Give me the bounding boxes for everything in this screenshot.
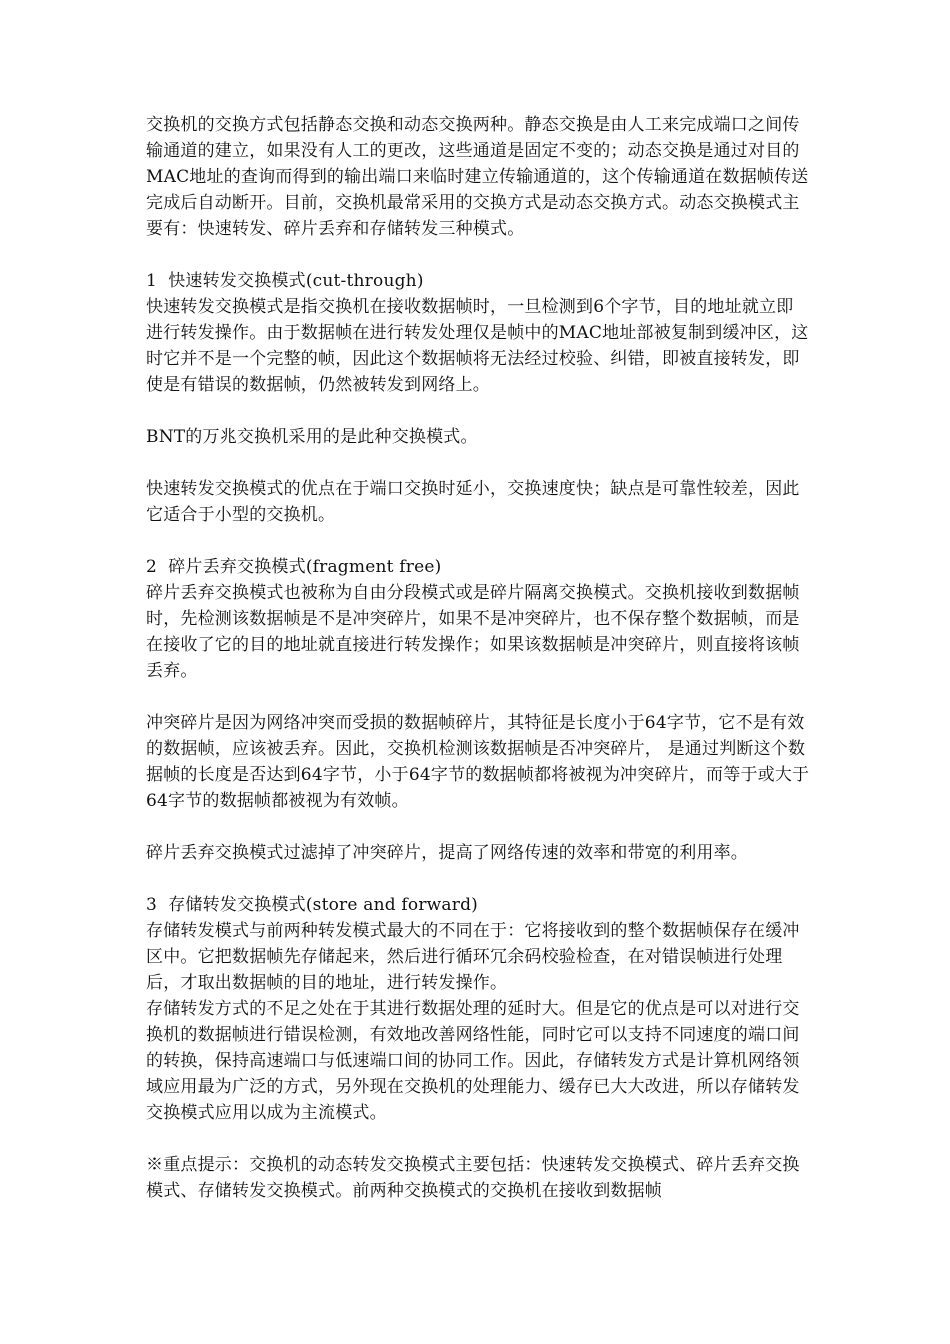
- document-body: [146, 112, 810, 1204]
- paragraph-gap: [146, 450, 810, 476]
- fragment-free-paragraph: 碎片丢弃交换模式也被称为自由分段模式或是碎片隔离交换模式。交换机接收到数据帧时，先检测该数据帧是不是冲突碎片，如果不是冲突碎片，也不保存整个数据帧，而是在接收了它的目的地址就直接进行转发操作；如果该数据帧是冲突碎片，则直接将该帧丢弃。: [146, 583, 800, 681]
- paragraph-gap: [146, 242, 810, 268]
- paragraph-gap: [146, 1126, 810, 1152]
- paragraph-gap: [146, 528, 810, 554]
- store-and-forward-pros-cons-paragraph: 存储转发方式的不足之处在于其进行数据处理的延时大。但是它的优点是可以对进行交换机的数据帧进行错误检测，有效地改善网络性能，同时它可以支持不同速度的端口间的转换，保持高速端口与低速端口间的协同工作。因此，存储转发方式是计算机网络领域应用最为广泛的方式，另外现在交换机的处理能力、缓存已大大改进，所以存储转发交换模式应用以成为主流模式。: [146, 999, 800, 1123]
- collision-fragment-paragraph: 冲突碎片是因为网络冲突而受损的数据帧碎片，其特征是长度小于64字节，它不是有效的数据帧，应该被丢弃。因此，交换机检测该数据帧是否冲突碎片， 是通过判断这个数据帧的长度是否达到64字节，小于64字节的数据帧都将被视为冲突碎片，而等于或大于64字节的数据帧都被视为有效帧。: [146, 713, 810, 811]
- bnt-paragraph: BNT的万兆交换机采用的是此种交换模式。: [146, 427, 478, 447]
- intro-paragraph: 交换机的交换方式包括静态交换和动态交换两种。静态交换是由人工来完成端口之间传输通道的建立，如果没有人工的更改，这些通道是固定不变的；动态交换是通过对目的MAC地址的查询而得到的输出端口来临时建立传输通道的，这个传输通道在数据帧传送完成后自动断开。目前，交换机最常采用的交换方式是动态交换方式。动态交换模式主要有：快速转发、碎片丢弃和存储转发三种模式。: [146, 115, 809, 239]
- paragraph-gap: [146, 398, 810, 424]
- cut-through-pros-cons-paragraph: 快速转发交换模式的优点在于端口交换时延小，交换速度快；缺点是可靠性较差，因此它适合于小型的交换机。: [146, 479, 800, 525]
- section-heading-fragment-free: 2 碎片丢弃交换模式(fragment free): [146, 557, 442, 577]
- cut-through-paragraph: 快速转发交换模式是指交换机在接收数据帧时，一旦检测到6个字节，目的地址就立即进行转发操作。由于数据帧在进行转发处理仅是帧中的MAC地址部被复制到缓冲区，这时它并不是一个完整的帧，因此这个数据帧将无法经过校验、纠错，即被直接转发，即使是有错误的数据帧，仍然被转发到网络上。: [146, 297, 809, 395]
- section-heading-cut-through: 1 快速转发交换模式(cut-through): [146, 271, 424, 291]
- fragment-free-benefit-paragraph: 碎片丢弃交换模式过滤掉了冲突碎片，提高了网络传速的效率和带宽的利用率。: [146, 843, 748, 863]
- store-and-forward-paragraph: 存储转发模式与前两种转发模式最大的不同在于：它将接收到的整个数据帧保存在缓冲区中。它把数据帧先存储起来，然后进行循环冗余码校验检查，在对错误帧进行处理后，才取出数据帧的目的地址，进行转发操作。: [146, 921, 800, 993]
- section-heading-store-and-forward: 3 存储转发交换模式(store and forward): [146, 895, 478, 915]
- paragraph-gap: [146, 814, 810, 840]
- paragraph-gap: [146, 684, 810, 710]
- paragraph-gap: [146, 866, 810, 892]
- key-note-paragraph: ※重点提示：交换机的动态转发交换模式主要包括：快速转发交换模式、碎片丢弃交换模式、存储转发交换模式。前两种交换模式的交换机在接收到数据帧: [146, 1155, 800, 1201]
